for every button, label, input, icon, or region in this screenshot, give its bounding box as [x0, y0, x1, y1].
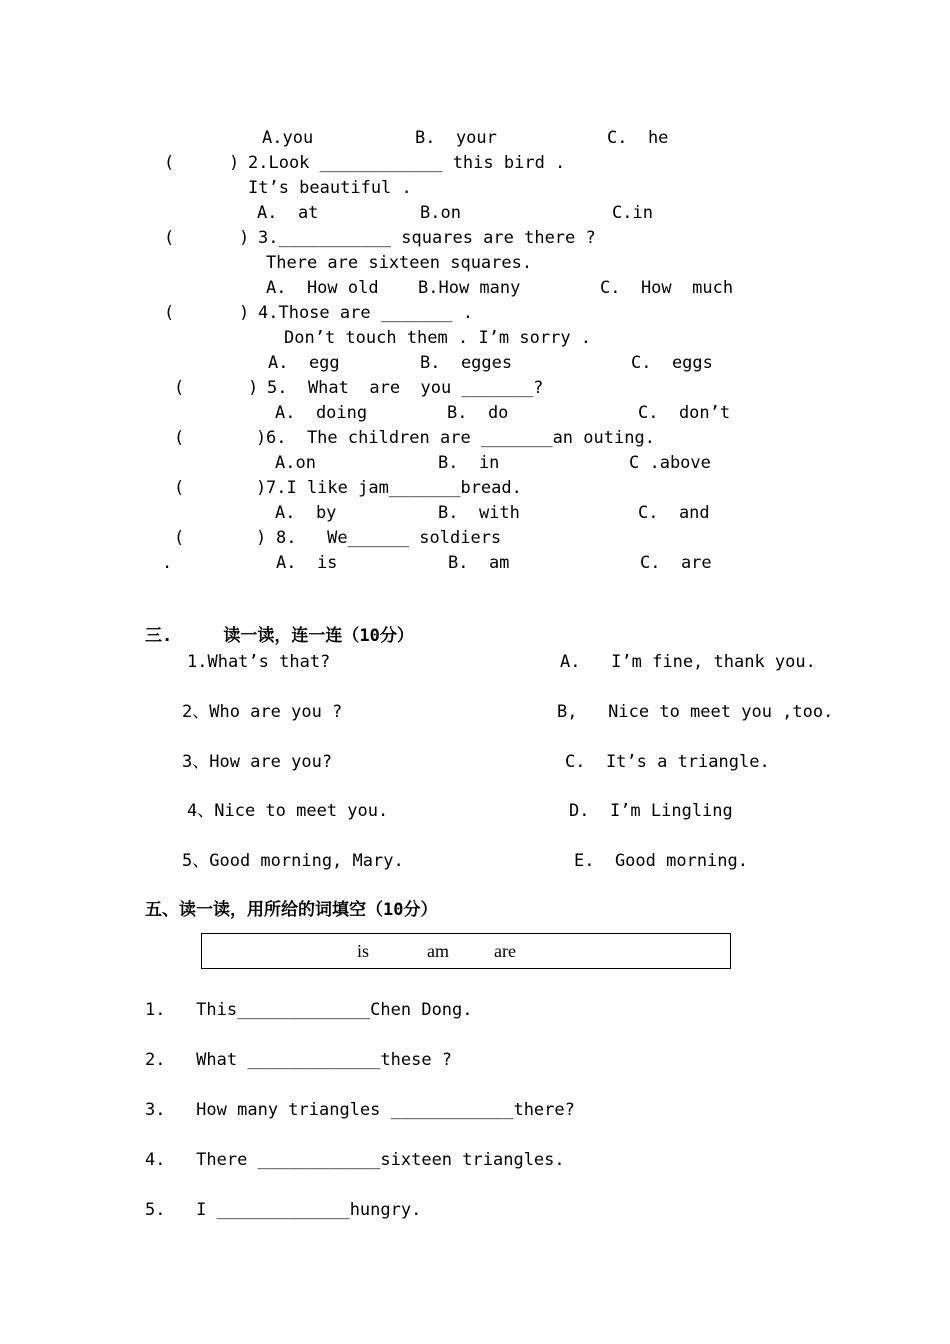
option-a: A.on — [275, 453, 316, 473]
option-a: A. is — [276, 553, 338, 573]
option-c: C. eggs — [631, 353, 713, 373]
question-stem: 8. We______ soldiers — [276, 528, 502, 548]
stray-dot: . — [162, 553, 173, 573]
answer-paren-right: ) — [248, 378, 259, 398]
option-b: B. your — [415, 128, 497, 148]
option-b: B. egges — [420, 353, 513, 373]
answer-paren-left: ( — [174, 528, 185, 548]
word-bank-is: is — [357, 941, 370, 961]
question-stem: 5. What are you _______? — [267, 378, 544, 398]
answer-paren-right: ) — [256, 478, 267, 498]
option-b: B.on — [420, 203, 461, 223]
question-stem: 2.Look ____________ this bird . — [248, 153, 566, 173]
option-a: A. doing — [275, 403, 368, 423]
fill-item-5: 5. I _____________hungry. — [145, 1200, 422, 1220]
question-stem: 4.Those are _______ . — [258, 303, 473, 323]
section-title: 五、读一读，用所给的词填空（10分） — [145, 900, 438, 920]
option-b: B. with — [438, 503, 520, 523]
word-bank-are: are — [494, 941, 516, 961]
option-c: C. he — [607, 128, 669, 148]
word-bank-box — [201, 933, 731, 969]
option-c: C. How much — [600, 278, 734, 298]
option-b: B. do — [447, 403, 509, 423]
question-stem: 7.I like jam_______bread. — [266, 478, 522, 498]
answer-paren-right: ) — [239, 303, 250, 323]
option-c: C .above — [629, 453, 711, 473]
option-b: B. am — [448, 553, 510, 573]
answer-paren-right: ) — [229, 153, 240, 173]
match-left-4: 4、Nice to meet you. — [187, 801, 389, 821]
word-bank-am: am — [427, 941, 449, 961]
option-a: A. by — [275, 503, 337, 523]
answer-paren-left: ( — [174, 478, 185, 498]
option-b: B. in — [438, 453, 500, 473]
option-c: C. are — [640, 553, 712, 573]
match-left-5: 5、Good morning, Mary. — [182, 851, 404, 871]
option-c: C. and — [638, 503, 710, 523]
option-a: A. at — [257, 203, 319, 223]
answer-paren-left: ( — [174, 428, 185, 448]
question-stem: 3.___________ squares are there ? — [258, 228, 596, 248]
question-reply: Don’t touch them . I’m sorry . — [284, 328, 592, 348]
option-c: C. don’t — [638, 403, 731, 423]
match-right-c: C. It’s a triangle. — [565, 752, 770, 772]
question-reply: There are sixteen squares. — [266, 253, 533, 273]
answer-paren-left: ( — [174, 378, 185, 398]
fill-item-1: 1. This_____________Chen Dong. — [145, 1000, 473, 1020]
section-title: 三. 读一读，连一连（10分） — [145, 626, 414, 646]
question-stem: 6. The children are _______an outing. — [266, 428, 655, 448]
match-left-1: 1.What’s that? — [187, 652, 331, 672]
match-left-3: 3、How are you? — [182, 752, 333, 772]
match-right-e: E. Good morning. — [574, 851, 748, 871]
answer-paren-left: ( — [164, 303, 175, 323]
option-b: B.How many — [418, 278, 521, 298]
match-left-2: 2、Who are you ? — [182, 702, 343, 722]
fill-item-4: 4. There ____________sixteen triangles. — [145, 1150, 565, 1170]
option-a: A. How old — [266, 278, 379, 298]
answer-paren-right: ) — [256, 528, 267, 548]
fill-item-3: 3. How many triangles ____________there? — [145, 1100, 575, 1120]
answer-paren-left: ( — [164, 228, 175, 248]
answer-paren-right: ) — [239, 228, 250, 248]
option-a: A.you — [262, 128, 314, 148]
match-right-d: D. I’m Lingling — [569, 801, 733, 821]
answer-paren-right: ) — [256, 428, 267, 448]
answer-paren-left: ( — [164, 153, 175, 173]
match-right-b: B, Nice to meet you ,too. — [557, 702, 834, 722]
option-c: C.in — [612, 203, 653, 223]
fill-item-2: 2. What _____________these ? — [145, 1050, 453, 1070]
question-reply: It’s beautiful . — [248, 178, 412, 198]
option-a: A. egg — [268, 353, 340, 373]
match-right-a: A. I’m fine, thank you. — [560, 652, 816, 672]
